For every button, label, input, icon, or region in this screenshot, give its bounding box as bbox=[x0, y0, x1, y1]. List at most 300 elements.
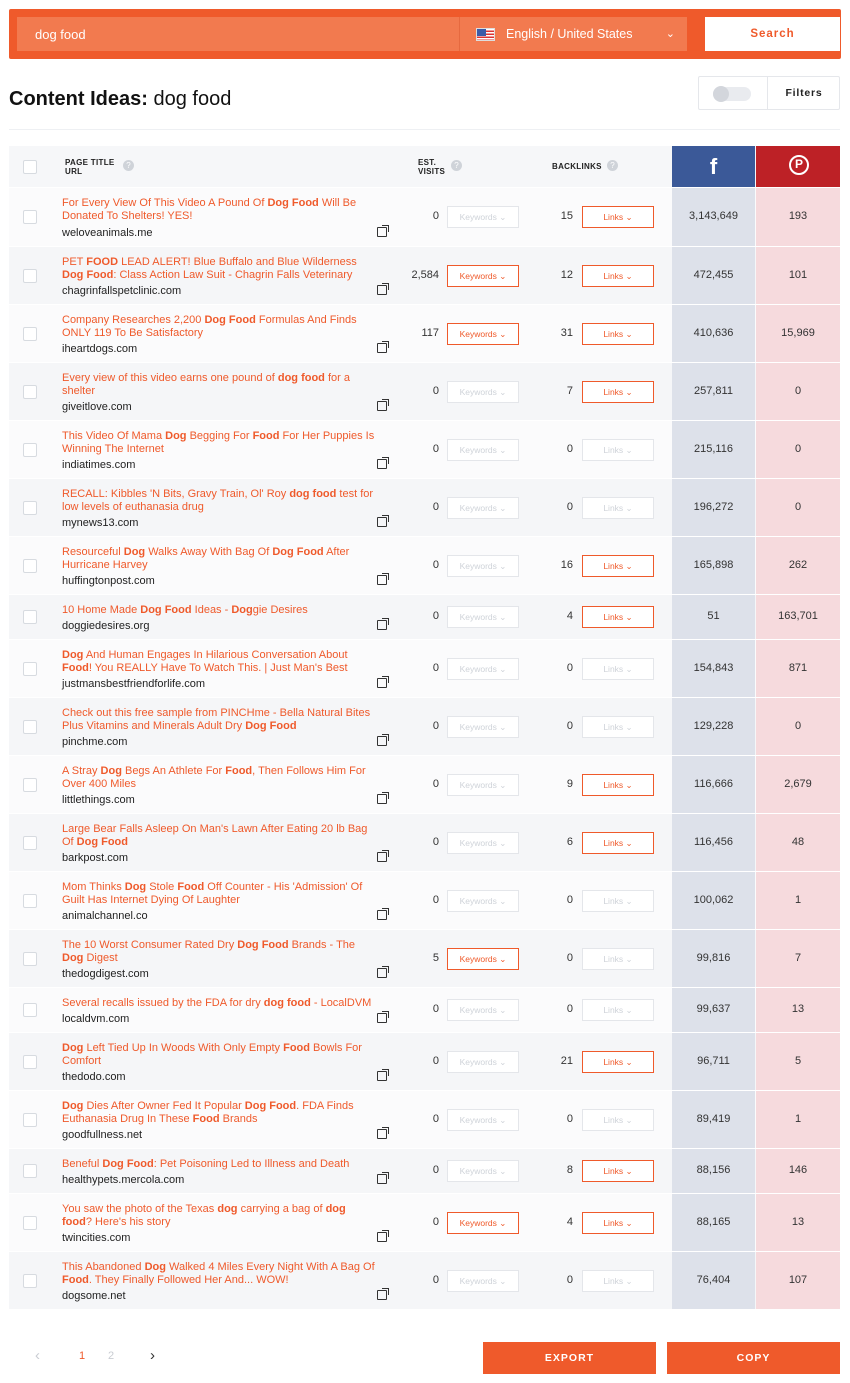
facebook-shares-cell bbox=[672, 930, 755, 987]
facebook-shares-value: 99,816 bbox=[696, 951, 731, 964]
row-checkbox[interactable] bbox=[23, 1003, 37, 1017]
page-title-link[interactable]: Dog Dies After Owner Fed It Popular Dog Food. FDA Finds Euthanasia Drug In These Food Brands bbox=[62, 1100, 354, 1125]
page-title-link[interactable]: Company Researches 2,200 Dog Food Formulas And Finds ONLY 119 To Be Satisfactory bbox=[62, 314, 357, 339]
page-url: iheartdogs.com bbox=[62, 343, 138, 355]
external-link-icon[interactable] bbox=[377, 910, 387, 920]
keywords-dropdown[interactable] bbox=[447, 439, 519, 461]
pinterest-shares-cell bbox=[756, 1149, 840, 1193]
row-checkbox[interactable] bbox=[23, 210, 37, 224]
us-flag-icon bbox=[476, 28, 495, 41]
keywords-dropdown[interactable] bbox=[447, 716, 519, 738]
chevron-down-icon: ⌄ bbox=[625, 1217, 633, 1228]
est-visits-value: 2,584 bbox=[411, 268, 439, 281]
keywords-label: Keywords bbox=[459, 837, 497, 848]
pinterest-shares-cell bbox=[756, 756, 840, 813]
facebook-shares-value: 89,419 bbox=[696, 1112, 731, 1125]
facebook-shares-cell bbox=[672, 1252, 755, 1309]
keywords-label: Keywords bbox=[459, 328, 497, 339]
est-visits-value: 0 bbox=[432, 1273, 439, 1286]
keywords-dropdown[interactable] bbox=[447, 1160, 519, 1182]
keywords-dropdown[interactable] bbox=[447, 774, 519, 796]
row-checkbox[interactable] bbox=[23, 385, 37, 399]
page-url: indiatimes.com bbox=[62, 459, 136, 471]
keywords-label: Keywords bbox=[459, 502, 497, 513]
row-checkbox[interactable] bbox=[23, 327, 37, 341]
links-dropdown[interactable] bbox=[582, 890, 654, 912]
keywords-label: Keywords bbox=[459, 1275, 497, 1286]
est-visits-value: 0 bbox=[432, 500, 439, 513]
keywords-label: Keywords bbox=[459, 1166, 497, 1176]
page-title-link[interactable]: You saw the photo of the Texas dog carrying a bag of dog food? Here's his story bbox=[62, 1203, 346, 1228]
results-table bbox=[9, 146, 840, 1309]
keywords-label: Keywords bbox=[459, 953, 497, 964]
keywords-label: Keywords bbox=[459, 663, 497, 674]
keywords-label: Keywords bbox=[459, 895, 497, 906]
chevron-down-icon: ⌄ bbox=[499, 612, 507, 622]
pinterest-shares-cell bbox=[756, 595, 840, 639]
row-checkbox[interactable] bbox=[23, 778, 37, 792]
facebook-shares-cell bbox=[672, 595, 755, 639]
external-link-icon[interactable] bbox=[377, 794, 387, 804]
page-title-link[interactable]: Large Bear Falls Asleep On Man's Lawn After Eating 20 lb Bag Of Dog Food bbox=[62, 823, 368, 848]
chevron-down-icon: ⌄ bbox=[625, 837, 633, 848]
page-url: huffingtonpost.com bbox=[62, 575, 155, 587]
page-url: littlethings.com bbox=[62, 794, 135, 806]
row-checkbox[interactable] bbox=[23, 610, 37, 624]
chevron-down-icon: ⌄ bbox=[499, 502, 507, 513]
backlinks-value: 31 bbox=[560, 326, 573, 339]
keywords-dropdown[interactable] bbox=[447, 1109, 519, 1131]
page-url: localdvm.com bbox=[62, 1013, 130, 1025]
keywords-label: Keywords bbox=[459, 1114, 497, 1125]
links-label: Links bbox=[603, 444, 624, 455]
page-title-link[interactable]: Every view of this video earns one pound of dog food for a shelter bbox=[62, 372, 350, 397]
row-checkbox[interactable] bbox=[23, 443, 37, 457]
est-visits-value: 0 bbox=[432, 442, 439, 455]
links-dropdown[interactable] bbox=[582, 323, 654, 345]
help-icon[interactable]: ? bbox=[123, 160, 134, 171]
chevron-down-icon: ⌄ bbox=[499, 1114, 507, 1125]
page-url: chagrinfallspetclinic.com bbox=[62, 285, 182, 297]
table-row bbox=[9, 304, 840, 362]
page-title-link[interactable]: 10 Home Made Dog Food Ideas - Doggie Desires bbox=[62, 604, 308, 616]
pinterest-shares-cell bbox=[756, 1252, 840, 1309]
links-label: Links bbox=[603, 612, 624, 622]
language-select[interactable] bbox=[459, 17, 687, 51]
export-button[interactable]: EXPORT bbox=[483, 1342, 656, 1374]
page-title-link[interactable]: A Stray Dog Begs An Athlete For Food, Then Follows Him For Over 400 Miles bbox=[62, 765, 366, 790]
chevron-down-icon: ⌄ bbox=[499, 1217, 507, 1228]
facebook-shares-value: 100,062 bbox=[693, 893, 734, 906]
links-dropdown[interactable] bbox=[582, 555, 654, 577]
page-title-link[interactable]: RECALL: Kibbles 'N Bits, Gravy Train, Ol' Roy dog food test for low levels of euthanasia drug bbox=[62, 488, 374, 513]
table-row bbox=[9, 639, 840, 697]
table-body bbox=[9, 187, 840, 1309]
keywords-dropdown[interactable] bbox=[447, 948, 519, 970]
pinterest-shares-value: 193 bbox=[788, 210, 808, 222]
est-visits-value: 0 bbox=[432, 1215, 439, 1228]
facebook-shares-value: 165,898 bbox=[693, 558, 734, 571]
table-row bbox=[9, 536, 840, 594]
links-dropdown[interactable] bbox=[582, 948, 654, 970]
keywords-dropdown[interactable] bbox=[447, 606, 519, 628]
chevron-down-icon: ⌄ bbox=[499, 1166, 507, 1176]
links-dropdown[interactable] bbox=[582, 1270, 654, 1292]
pinterest-shares-value: 0 bbox=[794, 384, 802, 397]
backlinks-value: 0 bbox=[566, 719, 573, 732]
external-link-icon[interactable] bbox=[377, 1174, 387, 1184]
backlinks-value: 7 bbox=[566, 384, 573, 397]
page-title-link[interactable]: Dog Left Tied Up In Woods With Only Empty Food Bowls For Comfort bbox=[62, 1042, 362, 1067]
facebook-shares-value: 96,711 bbox=[697, 1054, 730, 1067]
pinterest-column-header bbox=[756, 146, 840, 187]
external-link-icon[interactable] bbox=[377, 575, 387, 585]
links-dropdown[interactable] bbox=[582, 716, 654, 738]
row-checkbox[interactable] bbox=[23, 1216, 37, 1230]
external-link-icon[interactable] bbox=[377, 401, 387, 411]
pinterest-shares-cell bbox=[756, 814, 840, 871]
backlinks-value: 6 bbox=[566, 835, 573, 848]
links-dropdown[interactable] bbox=[582, 1160, 654, 1182]
chevron-down-icon: ⌄ bbox=[499, 444, 507, 455]
next-page-icon[interactable]: › bbox=[150, 1347, 155, 1364]
external-link-icon[interactable] bbox=[377, 1071, 387, 1081]
chevron-down-icon: ⌄ bbox=[625, 612, 633, 622]
page-title-link[interactable]: This Video Of Mama Dog Begging For Food For Her Puppies Is Winning The Internet bbox=[62, 430, 375, 455]
language-label: English / United States bbox=[506, 27, 633, 41]
facebook-shares-cell bbox=[672, 988, 755, 1032]
backlinks-value: 0 bbox=[566, 893, 573, 906]
facebook-shares-cell bbox=[672, 479, 755, 536]
pinterest-shares-cell bbox=[756, 1033, 840, 1090]
page-title-link[interactable]: This Abandoned Dog Walked 4 Miles Every Night With A Bag Of Food. They Finally Followed Her And... WOW! bbox=[62, 1261, 375, 1286]
page-url: twincities.com bbox=[62, 1232, 131, 1244]
links-label: Links bbox=[603, 328, 624, 339]
keywords-dropdown[interactable] bbox=[447, 323, 519, 345]
external-link-icon[interactable] bbox=[377, 620, 387, 630]
links-label: Links bbox=[603, 721, 624, 732]
row-checkbox[interactable] bbox=[23, 1113, 37, 1127]
pinterest-shares-value: 13 bbox=[791, 1215, 805, 1228]
chevron-down-icon: ⌄ bbox=[499, 328, 507, 339]
external-link-icon[interactable] bbox=[377, 852, 387, 862]
backlinks-value: 0 bbox=[566, 1273, 573, 1286]
pinterest-shares-cell bbox=[756, 479, 840, 536]
links-dropdown[interactable] bbox=[582, 1212, 654, 1234]
pinterest-shares-value: 13 bbox=[791, 1003, 805, 1015]
keywords-label: Keywords bbox=[459, 560, 497, 571]
links-label: Links bbox=[603, 1056, 624, 1067]
facebook-shares-cell bbox=[672, 363, 755, 420]
table-row bbox=[9, 987, 840, 1032]
facebook-shares-cell bbox=[672, 305, 755, 362]
chevron-down-icon: ⌄ bbox=[499, 895, 507, 906]
external-link-icon[interactable] bbox=[377, 1129, 387, 1139]
links-dropdown[interactable] bbox=[582, 439, 654, 461]
table-row bbox=[9, 1090, 840, 1148]
pinterest-shares-cell bbox=[756, 421, 840, 478]
row-checkbox[interactable] bbox=[23, 269, 37, 283]
page-1-link[interactable]: 1 bbox=[79, 1350, 86, 1362]
links-label: Links bbox=[603, 502, 624, 513]
title-url-column-header bbox=[65, 158, 115, 176]
keywords-label: Keywords bbox=[459, 386, 497, 397]
table-row bbox=[9, 1251, 840, 1309]
facebook-shares-cell bbox=[672, 814, 755, 871]
pinterest-shares-cell bbox=[756, 1194, 840, 1251]
links-dropdown[interactable] bbox=[582, 206, 654, 228]
external-link-icon[interactable] bbox=[377, 227, 387, 237]
row-checkbox[interactable] bbox=[23, 559, 37, 573]
page-title-link[interactable]: For Every View Of This Video A Pound Of Dog Food Will Be Donated To Shelters! YES! bbox=[62, 197, 357, 222]
backlinks-value: 0 bbox=[566, 500, 573, 513]
page-title-link[interactable]: Beneful Dog Food: Pet Poisoning Led to Illness and Death bbox=[62, 1158, 350, 1170]
external-link-icon[interactable] bbox=[377, 1290, 387, 1300]
external-link-icon[interactable] bbox=[377, 736, 387, 746]
page-url: justmansbestfriendforlife.com bbox=[62, 678, 206, 690]
page-url: mynews13.com bbox=[62, 517, 139, 529]
links-dropdown[interactable] bbox=[582, 381, 654, 403]
links-label: Links bbox=[603, 779, 624, 790]
row-checkbox[interactable] bbox=[23, 720, 37, 734]
keywords-dropdown[interactable] bbox=[447, 265, 519, 287]
keywords-label: Keywords bbox=[459, 1217, 497, 1228]
links-dropdown[interactable] bbox=[582, 999, 654, 1021]
links-label: Links bbox=[603, 1275, 624, 1286]
est-visits-value: 0 bbox=[432, 1054, 439, 1067]
page-title-label: Content Ideas: bbox=[9, 88, 148, 110]
table-row bbox=[9, 594, 840, 639]
table-row bbox=[9, 362, 840, 420]
links-dropdown[interactable] bbox=[582, 1051, 654, 1073]
facebook-shares-cell bbox=[672, 247, 755, 304]
links-label: Links bbox=[603, 1166, 624, 1176]
pinterest-shares-value: 2,679 bbox=[784, 777, 812, 790]
row-checkbox[interactable] bbox=[23, 952, 37, 966]
pinterest-shares-cell bbox=[756, 305, 840, 362]
keywords-dropdown[interactable] bbox=[447, 206, 519, 228]
divider bbox=[9, 129, 840, 130]
row-checkbox[interactable] bbox=[23, 662, 37, 676]
page-url: thedodo.com bbox=[62, 1071, 126, 1083]
pinterest-shares-value: 15,969 bbox=[781, 326, 815, 339]
backlinks-value: 0 bbox=[566, 951, 573, 964]
table-row bbox=[9, 871, 840, 929]
page-url: barkpost.com bbox=[62, 852, 129, 864]
page-2-link[interactable]: 2 bbox=[108, 1350, 115, 1362]
est-visits-value: 0 bbox=[432, 1112, 439, 1125]
facebook-shares-value: 51 bbox=[707, 610, 720, 622]
est-visits-value: 0 bbox=[432, 210, 439, 222]
page-title-link[interactable]: Mom Thinks Dog Stole Food Off Counter - His 'Admission' Of Guilt Has Internet Dying Of Laughter bbox=[62, 881, 363, 906]
column-header-title: PAGE TITLE bbox=[65, 158, 115, 167]
row-checkbox[interactable] bbox=[23, 894, 37, 908]
links-label: Links bbox=[603, 1217, 624, 1228]
facebook-shares-value: 76,404 bbox=[696, 1273, 731, 1286]
facebook-shares-cell bbox=[672, 537, 755, 594]
links-dropdown[interactable] bbox=[582, 1109, 654, 1131]
filters-button[interactable]: Filters bbox=[767, 77, 840, 109]
links-label: Links bbox=[603, 1005, 624, 1015]
pinterest-shares-value: 107 bbox=[788, 1273, 808, 1286]
page-title-link[interactable]: PET FOOD LEAD ALERT! Blue Buffalo and Blue Wilderness Dog Food: Class Action Law Suit - Chagrin Falls Veterinary bbox=[62, 256, 357, 281]
keywords-dropdown[interactable] bbox=[447, 1212, 519, 1234]
pinterest-shares-cell bbox=[756, 537, 840, 594]
page-title-link[interactable]: Resourceful Dog Walks Away With Bag Of Dog Food After Hurricane Harvey bbox=[62, 546, 350, 571]
pinterest-shares-value: 48 bbox=[791, 835, 805, 848]
facebook-shares-value: 410,636 bbox=[693, 326, 734, 339]
table-row bbox=[9, 1193, 840, 1251]
links-dropdown[interactable] bbox=[582, 606, 654, 628]
table-row bbox=[9, 697, 840, 755]
keywords-dropdown[interactable] bbox=[447, 1051, 519, 1073]
links-label: Links bbox=[603, 212, 624, 222]
est-visits-value: 0 bbox=[432, 661, 439, 674]
chevron-down-icon: ⌄ bbox=[499, 1056, 507, 1067]
external-link-icon[interactable] bbox=[377, 1013, 387, 1023]
page-url: doggiedesires.org bbox=[62, 620, 150, 632]
chevron-down-icon: ⌄ bbox=[625, 1275, 633, 1286]
search-bar bbox=[9, 9, 841, 59]
facebook-shares-value: 88,165 bbox=[696, 1215, 731, 1228]
page-title-link[interactable]: Check out this free sample from PINCHme - Bella Natural Bites Plus Vitamins and Minerals Adult Dry Dog Food bbox=[62, 707, 371, 732]
external-link-icon[interactable] bbox=[377, 517, 387, 527]
chevron-down-icon: ⌄ bbox=[625, 1056, 633, 1067]
prev-page-icon[interactable]: ‹ bbox=[35, 1347, 40, 1364]
row-checkbox[interactable] bbox=[23, 501, 37, 515]
backlinks-value: 16 bbox=[560, 558, 573, 571]
chevron-down-icon: ⌄ bbox=[625, 721, 633, 732]
help-icon[interactable]: ? bbox=[607, 160, 618, 171]
chevron-down-icon: ⌄ bbox=[499, 953, 507, 964]
external-link-icon[interactable] bbox=[377, 968, 387, 978]
table-row bbox=[9, 929, 840, 987]
pinterest-shares-value: 7 bbox=[794, 951, 802, 964]
external-link-icon[interactable] bbox=[377, 285, 387, 295]
links-label: Links bbox=[603, 560, 624, 571]
backlinks-value: 0 bbox=[566, 1112, 573, 1125]
links-dropdown[interactable] bbox=[582, 265, 654, 287]
pinterest-shares-value: 1 bbox=[794, 893, 802, 906]
visits-column-header bbox=[418, 158, 445, 176]
pinterest-shares-cell bbox=[756, 988, 840, 1032]
table-row bbox=[9, 813, 840, 871]
row-checkbox[interactable] bbox=[23, 836, 37, 850]
est-visits-value: 0 bbox=[432, 1003, 439, 1015]
backlinks-value: 8 bbox=[566, 1164, 573, 1176]
external-link-icon[interactable] bbox=[377, 459, 387, 469]
row-checkbox[interactable] bbox=[23, 1055, 37, 1069]
keywords-dropdown[interactable] bbox=[447, 658, 519, 680]
keywords-dropdown[interactable] bbox=[447, 1270, 519, 1292]
facebook-shares-value: 215,116 bbox=[694, 442, 733, 455]
keywords-label: Keywords bbox=[459, 270, 497, 281]
select-all-checkbox[interactable] bbox=[23, 160, 37, 174]
pinterest-shares-cell bbox=[756, 872, 840, 929]
backlinks-value: 15 bbox=[560, 210, 573, 222]
pinterest-shares-value: 1 bbox=[794, 1112, 802, 1125]
chevron-down-icon: ⌄ bbox=[499, 212, 507, 222]
est-visits-value: 0 bbox=[432, 893, 439, 906]
keywords-label: Keywords bbox=[459, 612, 497, 622]
keywords-dropdown[interactable] bbox=[447, 555, 519, 577]
keywords-label: Keywords bbox=[459, 1056, 497, 1067]
chevron-down-icon: ⌄ bbox=[499, 663, 507, 674]
chevron-down-icon: ⌄ bbox=[499, 386, 507, 397]
links-dropdown[interactable] bbox=[582, 774, 654, 796]
filter-toggle[interactable] bbox=[713, 87, 751, 101]
external-link-icon[interactable] bbox=[377, 1232, 387, 1242]
keywords-dropdown[interactable] bbox=[447, 497, 519, 519]
keywords-dropdown[interactable] bbox=[447, 999, 519, 1021]
facebook-shares-cell bbox=[672, 698, 755, 755]
chevron-down-icon: ⌄ bbox=[625, 386, 633, 397]
pinterest-shares-value: 146 bbox=[788, 1164, 808, 1176]
search-input[interactable] bbox=[17, 17, 459, 51]
page-title-link[interactable]: Dog And Human Engages In Hilarious Conversation About Food! You REALLY Have To Watch This. | Just Man's Best bbox=[62, 649, 348, 674]
page-title-query: dog food bbox=[153, 88, 232, 110]
page-url: thedogdigest.com bbox=[62, 968, 149, 980]
chevron-down-icon: ⌄ bbox=[499, 560, 507, 571]
column-header-visits-2: VISITS bbox=[418, 167, 446, 176]
column-header-backlinks: BACKLINKS bbox=[552, 162, 602, 171]
links-label: Links bbox=[603, 663, 624, 674]
facebook-shares-cell bbox=[672, 421, 755, 478]
help-icon[interactable]: ? bbox=[451, 160, 462, 171]
page-title bbox=[9, 88, 231, 111]
table-row bbox=[9, 478, 840, 536]
row-checkbox[interactable] bbox=[23, 1164, 37, 1178]
table-row bbox=[9, 755, 840, 813]
page-url: dogsome.net bbox=[62, 1290, 126, 1302]
facebook-shares-value: 154,843 bbox=[693, 661, 734, 674]
keywords-dropdown[interactable] bbox=[447, 381, 519, 403]
backlinks-value: 0 bbox=[566, 1003, 573, 1015]
links-label: Links bbox=[603, 895, 624, 906]
links-dropdown[interactable] bbox=[582, 658, 654, 680]
search-button[interactable]: Search bbox=[705, 17, 840, 51]
est-visits-value: 0 bbox=[432, 777, 439, 790]
est-visits-value: 5 bbox=[432, 951, 439, 964]
pinterest-shares-cell bbox=[756, 363, 840, 420]
pinterest-shares-value: 0 bbox=[794, 500, 802, 513]
pinterest-shares-cell bbox=[756, 1091, 840, 1148]
external-link-icon[interactable] bbox=[377, 678, 387, 688]
chevron-down-icon: ⌄ bbox=[625, 779, 633, 790]
est-visits-value: 0 bbox=[432, 1164, 439, 1176]
page-title-link[interactable]: The 10 Worst Consumer Rated Dry Dog Food Brands - The Dog Digest bbox=[62, 939, 356, 964]
chevron-down-icon: ⌄ bbox=[625, 663, 633, 674]
keywords-dropdown[interactable] bbox=[447, 890, 519, 912]
pinterest-shares-cell bbox=[756, 247, 840, 304]
est-visits-value: 0 bbox=[432, 835, 439, 848]
links-dropdown[interactable] bbox=[582, 497, 654, 519]
row-checkbox[interactable] bbox=[23, 1274, 37, 1288]
table-header bbox=[9, 146, 840, 187]
est-visits-value: 0 bbox=[432, 558, 439, 571]
pinterest-shares-cell bbox=[756, 930, 840, 987]
external-link-icon[interactable] bbox=[377, 343, 387, 353]
facebook-shares-value: 88,156 bbox=[696, 1164, 731, 1176]
facebook-shares-cell bbox=[672, 1033, 755, 1090]
links-dropdown[interactable] bbox=[582, 832, 654, 854]
copy-button[interactable]: COPY bbox=[667, 1342, 840, 1374]
chevron-down-icon: ⌄ bbox=[625, 212, 633, 222]
page-title-link[interactable]: Several recalls issued by the FDA for dry dog food - LocalDVM bbox=[62, 997, 372, 1009]
keywords-dropdown[interactable] bbox=[447, 832, 519, 854]
chevron-down-icon: ⌄ bbox=[625, 1166, 633, 1176]
links-label: Links bbox=[603, 837, 624, 848]
